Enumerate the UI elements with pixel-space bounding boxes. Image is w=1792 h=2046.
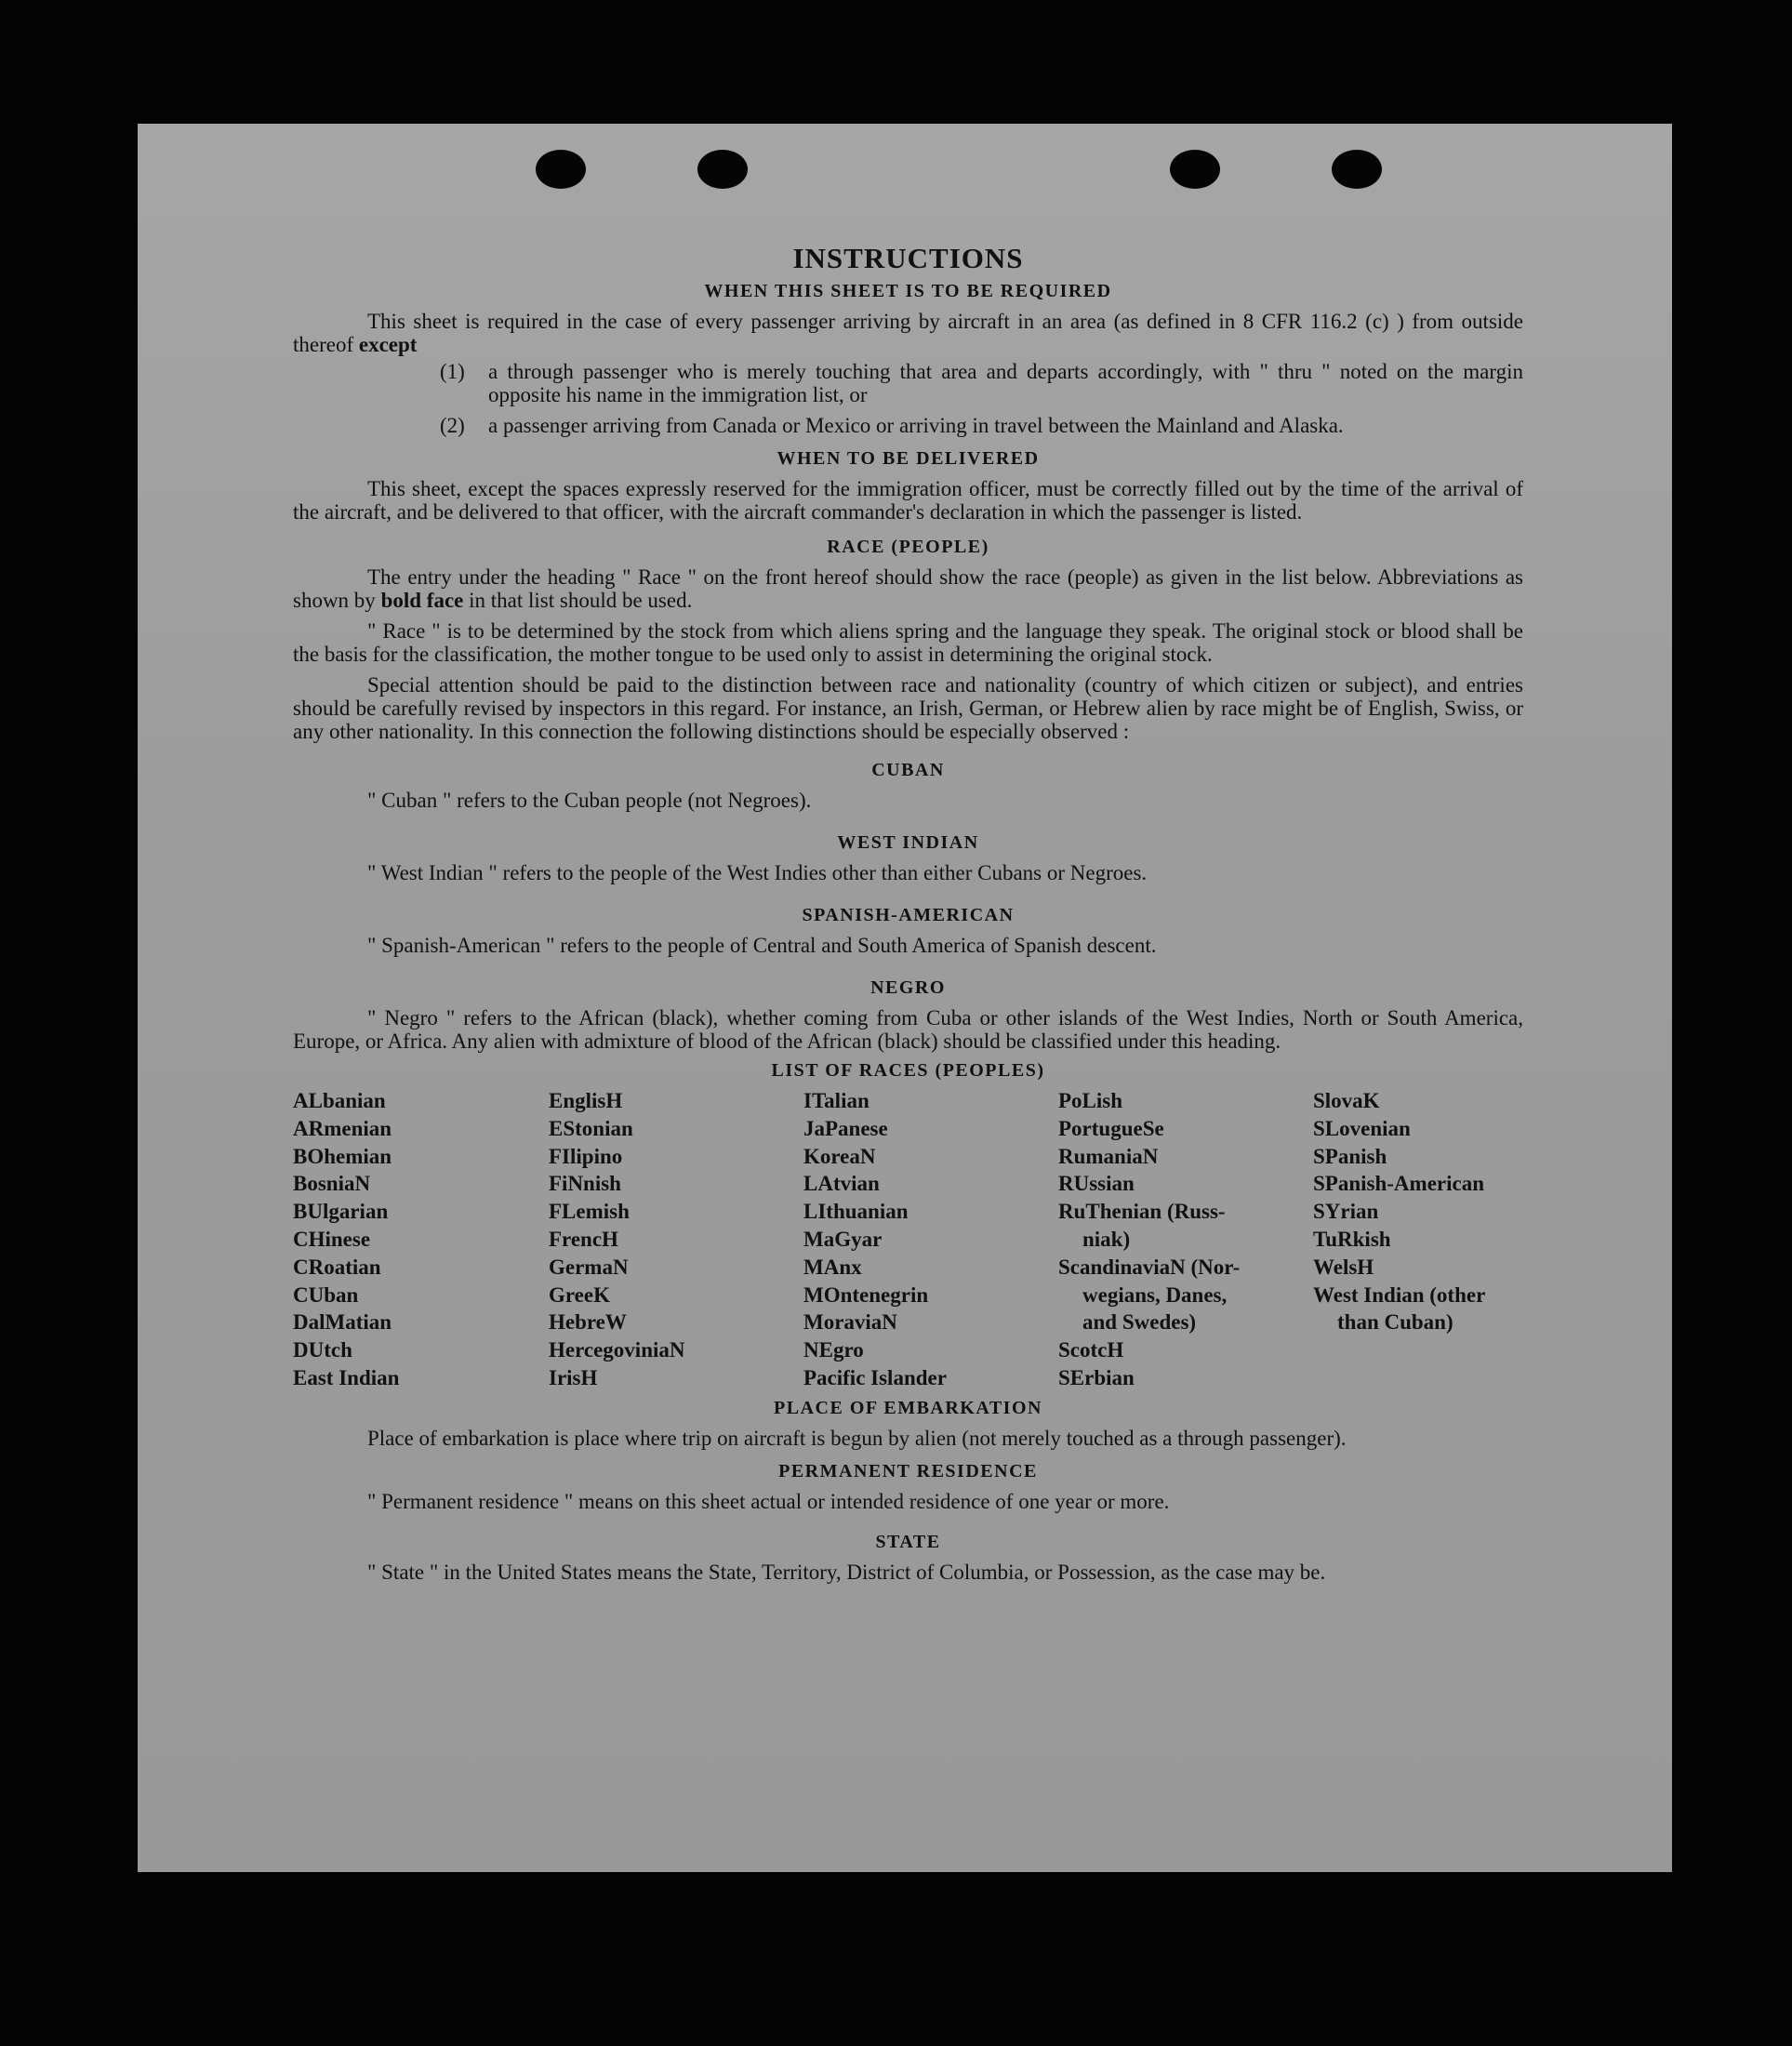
- race-item: MOntenegrin: [803, 1282, 929, 1307]
- heading-state: STATE: [875, 1531, 941, 1552]
- race-item: MoraviaN: [803, 1310, 897, 1335]
- race-item: HercegoviniaN: [549, 1338, 685, 1362]
- race-item: IrisH: [549, 1365, 598, 1389]
- race-item: LAtvian: [803, 1172, 880, 1196]
- race-item: SPanish: [1313, 1144, 1387, 1168]
- race-item: SLovenian: [1313, 1116, 1411, 1140]
- race-item: BUlgarian: [293, 1200, 389, 1224]
- race-item: BOhemian: [293, 1144, 392, 1168]
- race-item: ALbanian: [293, 1089, 386, 1112]
- race-item: SPanish-American: [1313, 1172, 1484, 1196]
- punch-hole: [536, 150, 586, 189]
- race-item: SlovaK: [1313, 1089, 1380, 1112]
- heading-when-delivered: WHEN TO BE DELIVERED: [777, 448, 1040, 469]
- heading-west-indian: WEST INDIAN: [837, 832, 979, 853]
- race-item-continuation: wegians, Danes,: [1082, 1282, 1228, 1307]
- race-item: FiNnish: [549, 1172, 621, 1196]
- heading-embarkation: PLACE OF EMBARKATION: [774, 1397, 1042, 1418]
- races-column-2: [549, 1087, 803, 1392]
- race-item: ScotcH: [1058, 1338, 1124, 1362]
- race-item: TuRkish: [1313, 1227, 1391, 1251]
- race-item: CHinese: [293, 1227, 371, 1251]
- document-sheet: [138, 124, 1672, 1872]
- race-item-continuation: than Cuban): [1337, 1310, 1454, 1335]
- race-item: HebreW: [549, 1310, 627, 1335]
- races-column-5: [1313, 1087, 1523, 1392]
- races-column-4: [1058, 1087, 1313, 1392]
- race-paragraph-1: The entry under the heading " Race " on the front hereof should show the race (people) as given in the list below. Abbreviations as shown by bold face in that list should be used.: [293, 565, 1523, 612]
- race-item: MAnx: [803, 1255, 862, 1279]
- race-item: GreeK: [549, 1282, 610, 1307]
- race-item: FLemish: [549, 1200, 630, 1224]
- race-item: DUtch: [293, 1338, 352, 1362]
- race-item: JaPanese: [803, 1116, 888, 1140]
- race-item: East Indian: [293, 1365, 400, 1389]
- heading-race: RACE (PEOPLE): [827, 537, 989, 557]
- race-item: EStonian: [549, 1116, 633, 1140]
- race-item: ITalian: [803, 1089, 869, 1112]
- exception-item-2: (2) a passenger arriving from Canada or Mexico or arriving in travel between the Mainland and Alaska.: [440, 414, 1344, 437]
- heading-list-of-races: LIST OF RACES (PEOPLES): [771, 1060, 1045, 1081]
- races-column-1: [293, 1087, 549, 1392]
- heading-when-required: WHEN THIS SHEET IS TO BE REQUIRED: [704, 281, 1112, 301]
- embarkation-text: Place of embarkation is place where trip on aircraft is begun by alien (not merely touched as a through passenger).: [367, 1426, 1347, 1450]
- punch-hole: [697, 150, 748, 189]
- race-item: RuThenian (Russ-: [1058, 1200, 1226, 1224]
- race-paragraph-3: Special attention should be paid to the distinction between race and nationality (country of which citizen or subject), and entries should be carefully revised by inspectors in this regard. For instance, an Irish, German, or Hebrew alien by race might be of English, Swiss, or any other nationality. In this connection the following distinctions should be especially observed :: [293, 673, 1523, 743]
- punch-hole: [1170, 150, 1220, 189]
- page-title: INSTRUCTIONS: [792, 242, 1024, 274]
- instructions-content: [293, 242, 1523, 1584]
- state-text: " State " in the United States means the State, Territory, District of Columbia, or Possession, as the case may be.: [367, 1560, 1326, 1584]
- when-delivered-text: This sheet, except the spaces expressly reserved for the immigration officer, must be correctly filled out by the time of the arrival of the aircraft, and be delivered to that officer, with the aircraft commander's declaration in which the passenger is listed.: [293, 477, 1523, 524]
- exception-item-1: (1) a through passenger who is merely touching that area and departs accordingly, with " thru " noted on the margin opposite his name in the immigration list, or: [440, 360, 1523, 406]
- negro-text: " Negro " refers to the African (black), whether coming from Cuba or other islands of the West Indies, North or South America, Europe, or Africa. Any alien with admixture of blood of the African (black) should be classified under this heading.: [293, 1006, 1523, 1053]
- race-item: ARmenian: [293, 1116, 392, 1140]
- race-item: RumaniaN: [1058, 1144, 1159, 1168]
- race-item: RUssian: [1058, 1172, 1135, 1196]
- race-item: PoLish: [1058, 1089, 1123, 1112]
- heading-negro: NEGRO: [870, 977, 946, 998]
- race-item: EnglisH: [549, 1089, 623, 1112]
- cuban-text: " Cuban " refers to the Cuban people (not Negroes).: [367, 789, 812, 812]
- west-indian-text: " West Indian " refers to the people of the West Indies other than either Cubans or Negroes.: [367, 861, 1148, 884]
- race-item-continuation: and Swedes): [1082, 1310, 1197, 1335]
- race-item: MaGyar: [803, 1227, 883, 1251]
- race-item: PortugueSe: [1058, 1116, 1164, 1140]
- race-item: KoreaN: [803, 1144, 876, 1168]
- heading-permanent-residence: PERMANENT RESIDENCE: [778, 1460, 1038, 1481]
- race-item: Pacific Islander: [803, 1365, 947, 1389]
- race-item: NEgro: [803, 1338, 864, 1362]
- race-item: BosniaN: [293, 1172, 371, 1196]
- spanish-american-text: " Spanish-American " refers to the people of Central and South America of Spanish descent.: [367, 934, 1157, 957]
- race-paragraph-2: " Race " is to be determined by the stock from which aliens spring and the language they speak. The original stock or blood shall be the basis for the classification, the mother tongue to be used only to assist in determining the original stock.: [293, 619, 1523, 666]
- race-item: CRoatian: [293, 1255, 381, 1279]
- race-item: FrencH: [549, 1227, 618, 1251]
- punch-hole: [1332, 150, 1382, 189]
- race-item-continuation: niak): [1082, 1227, 1131, 1251]
- race-item: ScandinaviaN (Nor-: [1058, 1255, 1241, 1279]
- race-item: CUban: [293, 1282, 359, 1307]
- race-item: SErbian: [1058, 1365, 1135, 1389]
- race-item: FIlipino: [549, 1144, 623, 1168]
- race-item: West Indian (other: [1313, 1282, 1486, 1307]
- race-item: LIthuanian: [803, 1200, 909, 1224]
- permanent-residence-text: " Permanent residence " means on this sheet actual or intended residence of one year or more.: [367, 1489, 1170, 1513]
- race-item: GermaN: [549, 1255, 629, 1279]
- race-item: DalMatian: [293, 1310, 392, 1335]
- race-item: SYrian: [1313, 1200, 1379, 1224]
- heading-spanish-american: SPANISH-AMERICAN: [802, 905, 1015, 925]
- race-item: WelsH: [1313, 1255, 1374, 1279]
- races-column-3: [803, 1087, 1058, 1392]
- heading-cuban: CUBAN: [871, 760, 945, 780]
- when-required-intro: This sheet is required in the case of every passenger arriving by aircraft in an area (as defined in 8 CFR 116.2 (c) ) from outside thereof except: [293, 310, 1523, 356]
- races-list: [293, 1087, 1523, 1392]
